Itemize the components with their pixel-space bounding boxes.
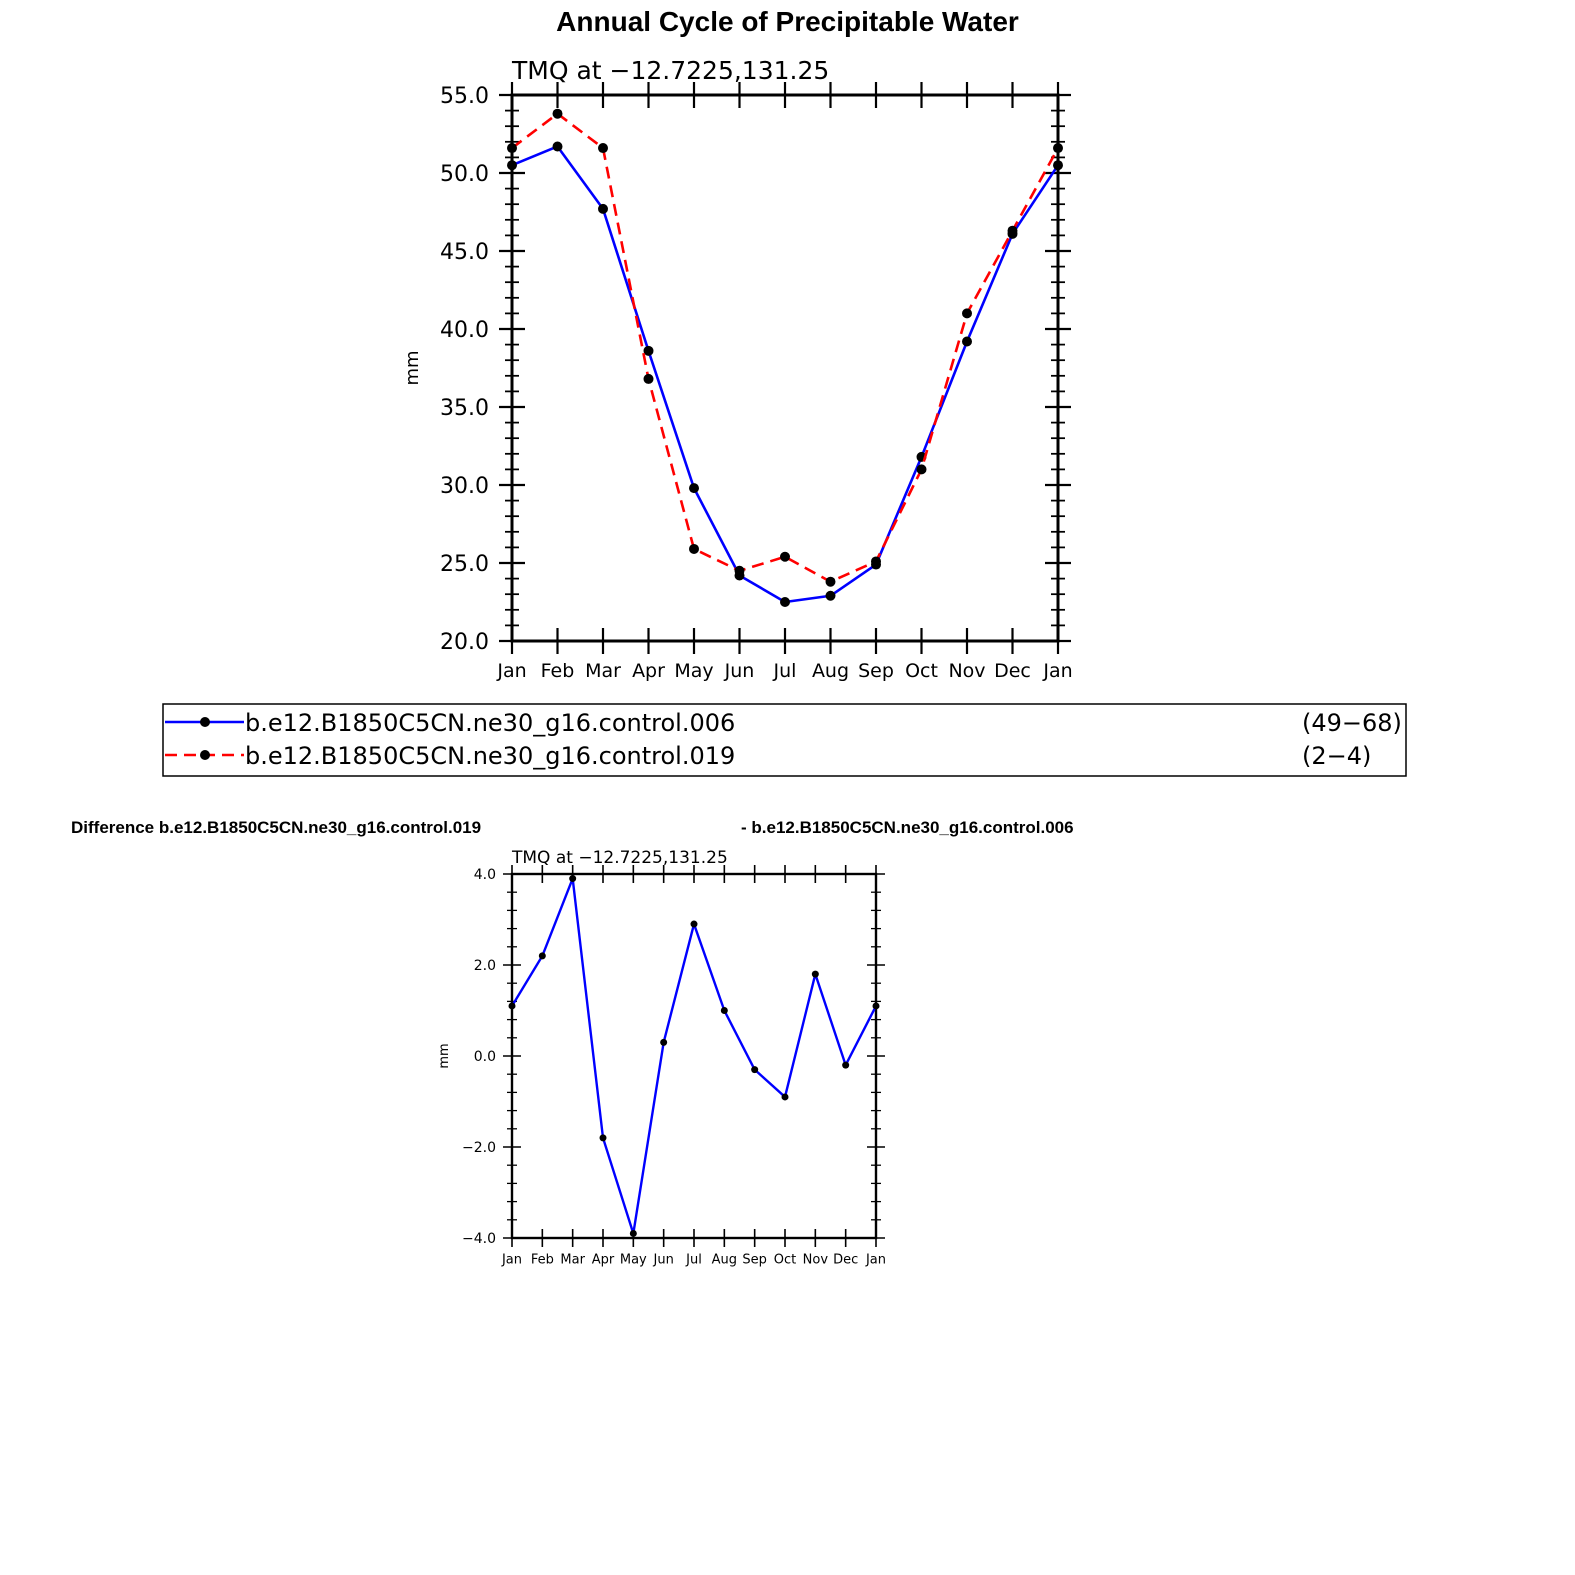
- series-2-point: [689, 544, 699, 554]
- y-tick-label: 0.0: [473, 1049, 496, 1066]
- x-tick-label: Jul: [773, 660, 797, 683]
- y-tick-label: 30.0: [440, 473, 489, 499]
- series-2-point: [962, 308, 972, 318]
- series-2-point: [644, 374, 654, 384]
- x-tick-label: May: [619, 1252, 647, 1268]
- chart-title: Annual Cycle of Precipitable Water: [556, 6, 1019, 37]
- series-1-point: [751, 1066, 758, 1073]
- series-1-point: [507, 160, 517, 170]
- series-1-point: [569, 875, 576, 882]
- x-tick-label: Mar: [560, 1252, 585, 1268]
- series-2-point: [1008, 226, 1018, 236]
- x-tick-label: Jan: [1043, 660, 1073, 683]
- series-1-point: [539, 952, 546, 959]
- x-tick-label: Jan: [497, 660, 527, 683]
- series-2-point: [780, 552, 790, 562]
- x-tick-label: Dec: [833, 1252, 859, 1268]
- legend: [163, 704, 1406, 776]
- x-tick-label: Jan: [865, 1252, 887, 1268]
- series-1-point: [826, 591, 836, 601]
- series-1-point: [644, 346, 654, 356]
- y-axis-label: mm: [437, 1043, 452, 1069]
- y-tick-label: −4.0: [462, 1231, 496, 1248]
- x-tick-label: May: [674, 660, 714, 683]
- series-line-1: [512, 879, 876, 1234]
- series-1-point: [782, 1093, 789, 1100]
- y-tick-label: 25.0: [440, 551, 489, 577]
- x-tick-label: Nov: [802, 1252, 829, 1268]
- x-tick-label: Nov: [948, 660, 986, 683]
- x-tick-label: Feb: [540, 660, 575, 683]
- series-1-point: [598, 204, 608, 214]
- x-tick-label: Apr: [591, 1252, 615, 1268]
- series-2-point: [598, 143, 608, 153]
- x-tick-label: Jan: [501, 1252, 523, 1268]
- y-tick-label: 2.0: [473, 958, 496, 975]
- series-2-point: [871, 556, 881, 566]
- series-1-point: [630, 1230, 637, 1237]
- difference-title-right: - b.e12.B1850C5CN.ne30_g16.control.006: [741, 818, 1074, 837]
- y-tick-label: 55.0: [440, 83, 489, 109]
- x-tick-label: Jun: [724, 660, 755, 683]
- y-tick-label: 45.0: [440, 239, 489, 265]
- x-tick-label: Aug: [811, 660, 850, 683]
- x-tick-label: Apr: [632, 660, 665, 683]
- series-line-2: [512, 114, 1058, 582]
- legend-swatch-marker-2: [200, 750, 210, 760]
- difference-title-left: Difference b.e12.B1850C5CN.ne30_g16.control.019: [71, 818, 482, 837]
- series-2-point: [1053, 143, 1063, 153]
- series-1-point: [721, 1007, 728, 1014]
- series-2-point: [507, 143, 517, 153]
- y-tick-label: 35.0: [440, 395, 489, 421]
- series-1-point: [1053, 160, 1063, 170]
- y-tick-label: −2.0: [462, 1140, 496, 1157]
- series-1-point: [600, 1134, 607, 1141]
- series-2-point: [826, 577, 836, 587]
- series-2-point: [553, 109, 563, 119]
- series-1-point: [509, 1002, 516, 1009]
- x-tick-label: Dec: [994, 660, 1031, 683]
- x-tick-label: Feb: [530, 1252, 554, 1268]
- y-axis-label: mm: [402, 350, 423, 386]
- series-line-1: [512, 146, 1058, 602]
- legend-series-name-2: b.e12.B1850C5CN.ne30_g16.control.019: [245, 742, 736, 770]
- x-tick-label: Sep: [742, 1252, 767, 1268]
- x-tick-label: Jun: [653, 1252, 674, 1268]
- chart-subtitle: TMQ at −12.7225,131.25: [512, 56, 830, 85]
- x-tick-label: Oct: [773, 1252, 797, 1268]
- x-tick-label: Oct: [905, 660, 938, 683]
- x-tick-label: Jul: [686, 1252, 702, 1268]
- x-tick-label: Mar: [585, 660, 621, 683]
- series-1-point: [553, 141, 563, 151]
- y-tick-label: 40.0: [440, 317, 489, 343]
- chart-subtitle: TMQ at −12.7225,131.25: [512, 848, 728, 868]
- legend-series-years-1: (49−68): [1302, 709, 1402, 737]
- legend-series-years-2: (2−4): [1302, 742, 1372, 770]
- y-tick-label: 50.0: [440, 161, 489, 187]
- series-1-point: [660, 1039, 667, 1046]
- x-tick-label: Sep: [858, 660, 894, 683]
- series-1-point: [780, 597, 790, 607]
- y-tick-label: 4.0: [473, 867, 496, 884]
- series-1-point: [962, 336, 972, 346]
- series-1-point: [842, 1062, 849, 1069]
- legend-series-name-1: b.e12.B1850C5CN.ne30_g16.control.006: [245, 709, 736, 737]
- series-1-point: [812, 971, 819, 978]
- legend-swatch-marker-1: [200, 717, 210, 727]
- series-2-point: [735, 566, 745, 576]
- x-tick-label: Aug: [711, 1252, 738, 1268]
- annual-cycle-chart: [402, 56, 1073, 682]
- y-tick-label: 20.0: [440, 629, 489, 655]
- series-2-point: [917, 464, 927, 474]
- series-1-point: [689, 483, 699, 493]
- series-1-point: [691, 921, 698, 928]
- series-1-point: [873, 1002, 880, 1009]
- difference-chart: [437, 848, 886, 1267]
